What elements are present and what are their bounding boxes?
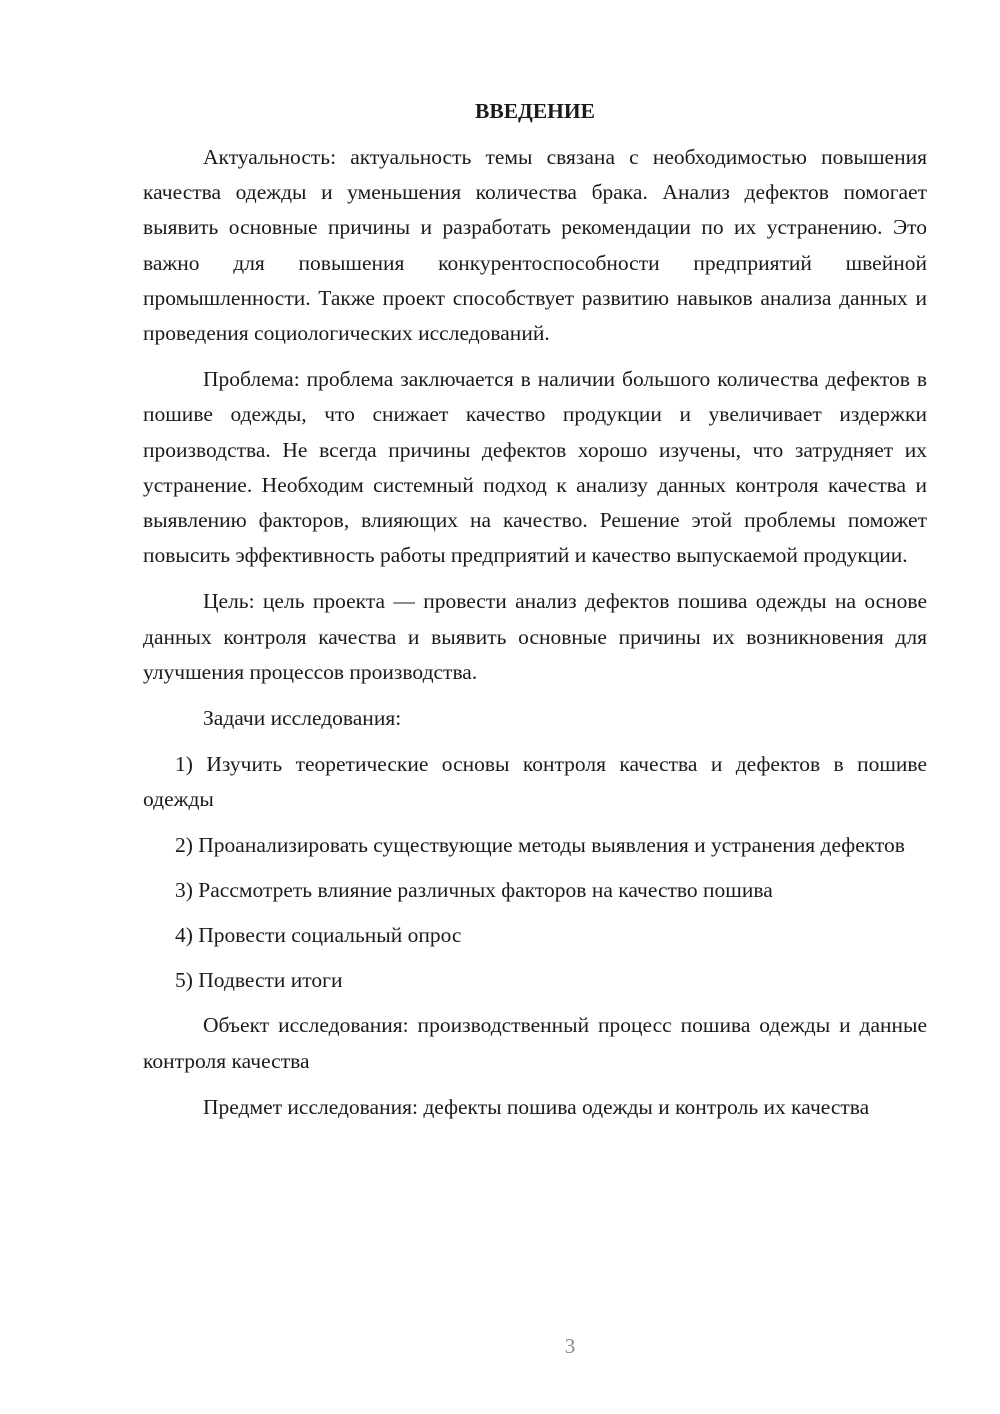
paragraph-subject: Предмет исследования: дефекты пошива одежды и контроль их качества — [203, 1094, 870, 1119]
page-content — [143, 96, 927, 1136]
task-item-1: 1) Изучить теоретические основы контроля качества и дефектов в пошиве одежды — [143, 752, 927, 812]
task-item-5: 5) Подвести итоги — [175, 968, 343, 993]
paragraph-relevance: Актуальность: актуальность темы связана с необходимостью повышения качества одежды и уменьшения количества брака. Анализ дефектов помогает выявить основные причины и разработать рекомендации по их устранению. Это важно для повышения конкурентоспособности предприятий швейной промышленности. Также проект способствует развитию навыков анализа данных и проведения социологических исследований. — [143, 145, 927, 346]
section-title: ВВЕДЕНИЕ — [475, 99, 595, 123]
task-item-3: 3) Рассмотреть влияние различных факторов на качество пошива — [175, 877, 773, 902]
task-item-2: 2) Проанализировать существующие методы выявления и устранения дефектов — [175, 832, 905, 857]
task-item-4: 4) Провести социальный опрос — [175, 923, 462, 948]
paragraph-object: Объект исследования: производственный процесс пошива одежды и данные контроля качества — [143, 1013, 927, 1073]
paragraph-problem: Проблема: проблема заключается в наличии большого количества дефектов в пошиве одежды, что снижает качество продукции и увеличивает издержки производства. Не всегда причины дефектов хорошо изучены, что затрудняет их устранение. Необходим системный подход к анализу данных контроля качества и выявлению факторов, влияющих на качество. Решение этой проблемы поможет повысить эффективность работы предприятий и качество выпускаемой продукции. — [143, 367, 927, 568]
page-number: 3 — [564, 1334, 576, 1358]
tasks-heading: Задачи исследования: — [203, 706, 402, 731]
paragraph-goal: Цель: цель проекта — провести анализ дефектов пошива одежды на основе данных контроля качества и выявить основные причины их возникновения для улучшения процессов производства. — [143, 589, 927, 684]
